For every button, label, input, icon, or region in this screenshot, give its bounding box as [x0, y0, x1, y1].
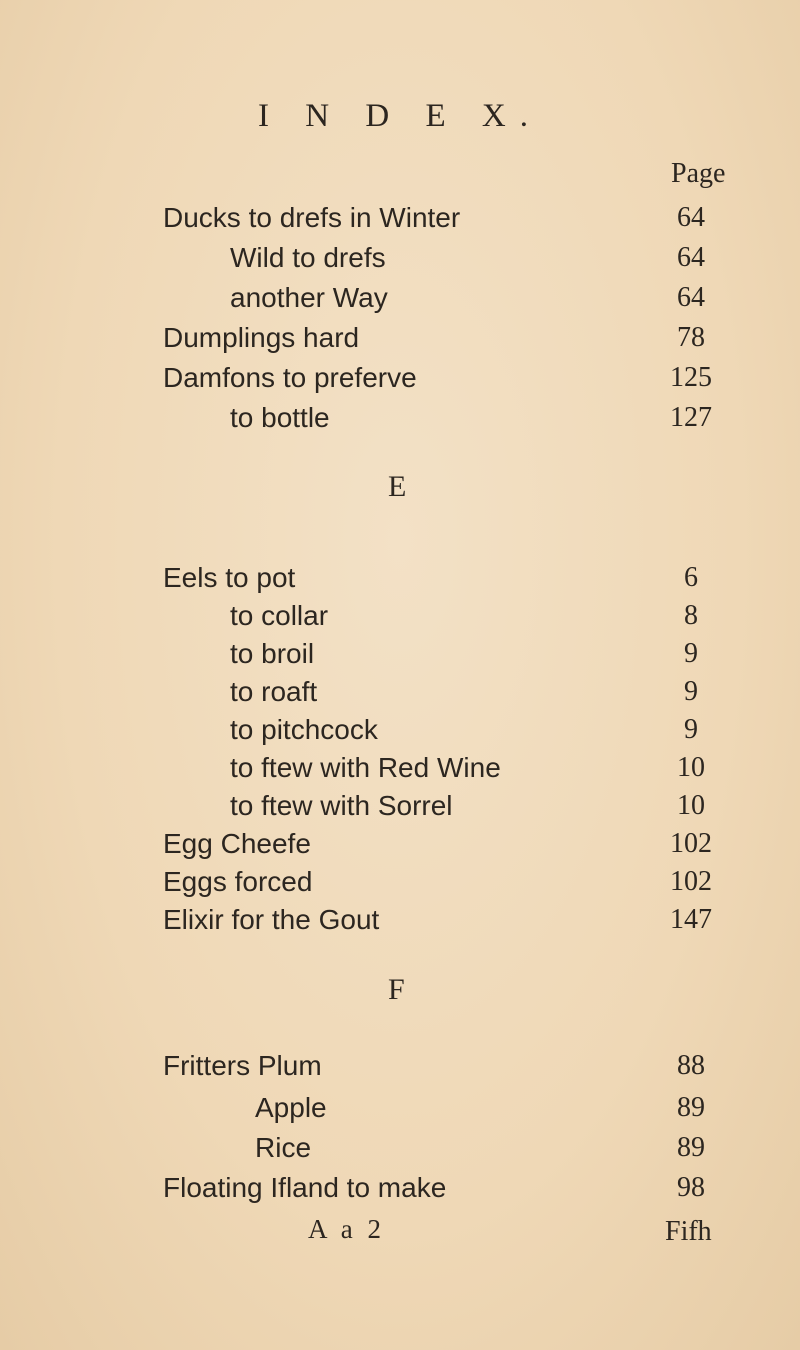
index-entry: Ducks to drefs in Winter	[163, 202, 461, 233]
index-page-number: 98	[677, 1172, 705, 1203]
index-page-number: 78	[677, 322, 705, 353]
index-page-number: 6	[684, 562, 698, 593]
index-page-number: 9	[684, 638, 698, 669]
index-page-number: 102	[670, 866, 712, 897]
index-entry: Damfons to preferve	[163, 362, 417, 393]
catchword: Fifh	[665, 1216, 712, 1247]
index-page-number: 9	[684, 676, 698, 707]
index-page-number: 147	[670, 904, 712, 935]
index-entry: Egg Cheefe	[163, 828, 311, 859]
index-entry: Eels to pot	[163, 562, 296, 593]
page-title: I N D E X.	[258, 98, 542, 134]
index-entry: Rice	[255, 1132, 312, 1163]
index-entry: Eggs forced	[163, 866, 313, 897]
index-entry: Elixir for the Gout	[163, 904, 380, 935]
index-page-number: 10	[677, 790, 705, 821]
index-page-number: 64	[677, 202, 705, 233]
index-page-number: 64	[677, 282, 705, 313]
index-entry: to pitchcock	[230, 714, 378, 745]
index-page-number: 102	[670, 828, 712, 859]
index-page-number: 89	[677, 1092, 705, 1123]
section-letter-e: E	[388, 470, 407, 503]
index-entry: to roaft	[230, 676, 318, 707]
index-entry: Fritters Plum	[163, 1050, 322, 1081]
index-page-number: 88	[677, 1050, 705, 1081]
index-page-number: 64	[677, 242, 705, 273]
index-page-number: 89	[677, 1132, 705, 1163]
index-entry: Wild to drefs	[230, 242, 386, 273]
section-letter-f: F	[388, 973, 405, 1006]
index-entry: Dumplings hard	[163, 322, 360, 353]
index-entry: to collar	[230, 600, 329, 631]
index-entry: to broil	[230, 638, 315, 669]
index-page-number: 127	[670, 402, 712, 433]
index-entry: Apple	[255, 1092, 327, 1123]
index-page-number: 9	[684, 714, 698, 745]
index-entry: to ftew with Red Wine	[230, 752, 501, 783]
page-column-label: Page	[671, 158, 726, 189]
index-entry: to ftew with Sorrel	[230, 790, 453, 821]
signature-mark: A a 2	[308, 1214, 385, 1244]
index-entry: another Way	[230, 282, 388, 313]
index-entry: Floating Ifland to make	[163, 1172, 447, 1203]
index-entry: to bottle	[230, 402, 330, 433]
index-page-number: 125	[670, 362, 712, 393]
index-page-number: 10	[677, 752, 705, 783]
index-page-number: 8	[684, 600, 698, 631]
